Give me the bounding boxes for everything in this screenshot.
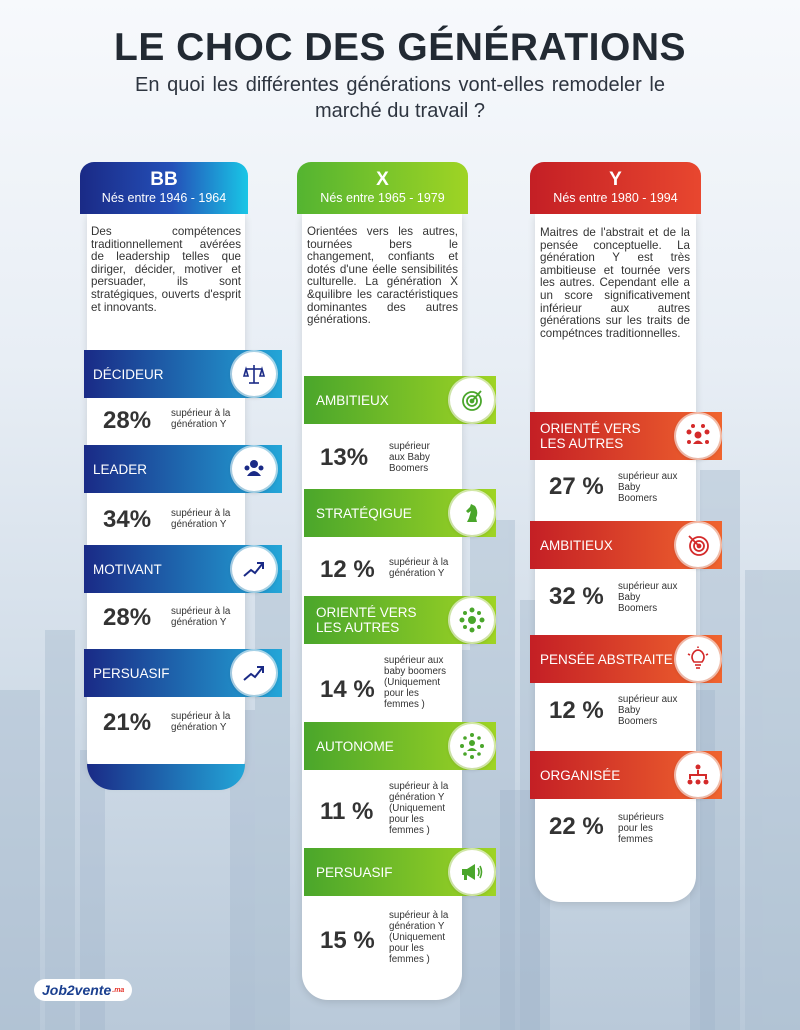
trait-detail: supérieur à la génération Y bbox=[171, 606, 231, 628]
megaphone-icon bbox=[450, 850, 494, 894]
network-person-icon bbox=[450, 724, 494, 768]
trait-detail: supérieur aux Baby Boomers bbox=[389, 441, 430, 474]
trait-detail: supérieur à la génération Y bbox=[389, 557, 449, 579]
column-x-letter: X bbox=[376, 169, 389, 190]
trait-percent: 34% bbox=[103, 506, 152, 533]
trait-label: PERSUASIF bbox=[316, 864, 393, 880]
lightbulb-icon bbox=[676, 637, 720, 681]
trait-label: PENSÉE ABSTRAITE bbox=[540, 651, 673, 667]
trait-percent: 22 % bbox=[549, 813, 604, 840]
trait-percent: 28% bbox=[103, 407, 152, 434]
logo-name: Job2vente bbox=[42, 982, 112, 998]
trait-label: AUTONOME bbox=[316, 738, 394, 754]
trait-percent: 12 % bbox=[320, 556, 375, 583]
trait-label: ORIENTÉ VERS LES AUTRES bbox=[316, 605, 417, 635]
trait-percent: 21% bbox=[103, 709, 152, 736]
trait-label: AMBITIEUX bbox=[316, 392, 389, 408]
trait-percent: 11 % bbox=[320, 798, 374, 825]
page-subtitle: En quoi les différentes générations vont-elles remodeler le marché du travail ? bbox=[135, 74, 665, 122]
trait-label: ORIENTÉ VERS LES AUTRES bbox=[540, 421, 641, 451]
job2vente-logo[interactable] bbox=[34, 979, 132, 1001]
trait-percent: 14 % bbox=[320, 676, 375, 703]
trait-detail: supérieur aux baby boomers (Uniquement pour les femmes ) bbox=[384, 655, 447, 710]
trait-percent: 15 % bbox=[320, 927, 375, 954]
rising-arrow-icon bbox=[232, 547, 276, 591]
rising-arrow-icon bbox=[232, 651, 276, 695]
trait-detail: supérieur à la génération Y bbox=[171, 408, 231, 430]
column-bb-description: Des compétences traditionnellement avérées de leadership telles que diriger, décider, motiver et persuader, ils sont stratégiques, ouverts d'esprit et innovants. bbox=[91, 225, 241, 314]
trait-detail: supérieur à la génération Y bbox=[171, 711, 231, 733]
balance-scale-icon bbox=[232, 352, 276, 396]
trait-percent: 13% bbox=[320, 444, 369, 471]
trait-detail: supérieur aux Baby Boomers bbox=[618, 694, 678, 727]
trait-detail: supérieur à la génération Y bbox=[171, 508, 231, 530]
target-icon bbox=[676, 523, 720, 567]
logo-suffix: .ma bbox=[112, 986, 125, 994]
org-chart-icon bbox=[676, 753, 720, 797]
trait-percent: 12 % bbox=[549, 697, 604, 724]
chess-knight-icon bbox=[450, 491, 494, 535]
trait-label: PERSUASIF bbox=[93, 665, 170, 681]
column-y-header bbox=[530, 162, 701, 214]
trait-percent: 28% bbox=[103, 604, 152, 631]
column-x-header bbox=[297, 162, 468, 214]
trait-label: LEADER bbox=[93, 461, 148, 477]
trait-label: AMBITIEUX bbox=[540, 537, 613, 553]
trait-detail: supérieur à la génération Y (Uniquement pour les femmes ) bbox=[389, 781, 449, 836]
column-bb-footer bbox=[87, 764, 245, 790]
column-y-description: Maitres de l'abstrait et de la pensée conceptuelle. La génération Y est très ambitieuse et tournée vers les autres. Cependant elle a un score significativement inférieur aux autres générations sur les traits de compétnces traditionnelles. bbox=[540, 226, 690, 340]
trait-label: STRATÉQIGUE bbox=[316, 505, 412, 521]
column-y-born: Nés entre 1980 - 1994 bbox=[553, 191, 678, 205]
people-circle-icon bbox=[450, 598, 494, 642]
column-bb-letter: BB bbox=[150, 169, 178, 190]
column-bb-header bbox=[80, 162, 248, 214]
trait-label: MOTIVANT bbox=[93, 561, 162, 577]
trait-percent: 27 % bbox=[549, 473, 604, 500]
column-x-born: Nés entre 1965 - 1979 bbox=[320, 191, 445, 205]
trait-detail: supérieurs pour les femmes bbox=[618, 812, 664, 845]
team-leader-icon bbox=[232, 447, 276, 491]
trait-label: DÉCIDEUR bbox=[93, 366, 164, 382]
target-icon bbox=[450, 378, 494, 422]
column-y-letter: Y bbox=[609, 169, 622, 190]
column-bb-born: Nés entre 1946 - 1964 bbox=[101, 191, 227, 205]
trait-percent: 32 % bbox=[549, 583, 604, 610]
trait-detail: supérieur aux Baby Boomers bbox=[618, 581, 678, 614]
column-x-description: Orientées vers les autres, tournées bers le changement, confiants et dotés d'une éelle sensibilités culturelle. La génération X &quilibre les caractéristiques dominantes des autres générations. bbox=[307, 225, 458, 327]
trait-detail: supérieur aux Baby Boomers bbox=[618, 471, 678, 504]
trait-detail: supérieur à la génération Y (Uniquement pour les femmes ) bbox=[389, 910, 449, 965]
people-circle-icon bbox=[676, 414, 720, 458]
page-title: LE CHOC DES GÉNÉRATIONS bbox=[114, 26, 686, 69]
trait-label: ORGANISÉE bbox=[540, 767, 621, 783]
